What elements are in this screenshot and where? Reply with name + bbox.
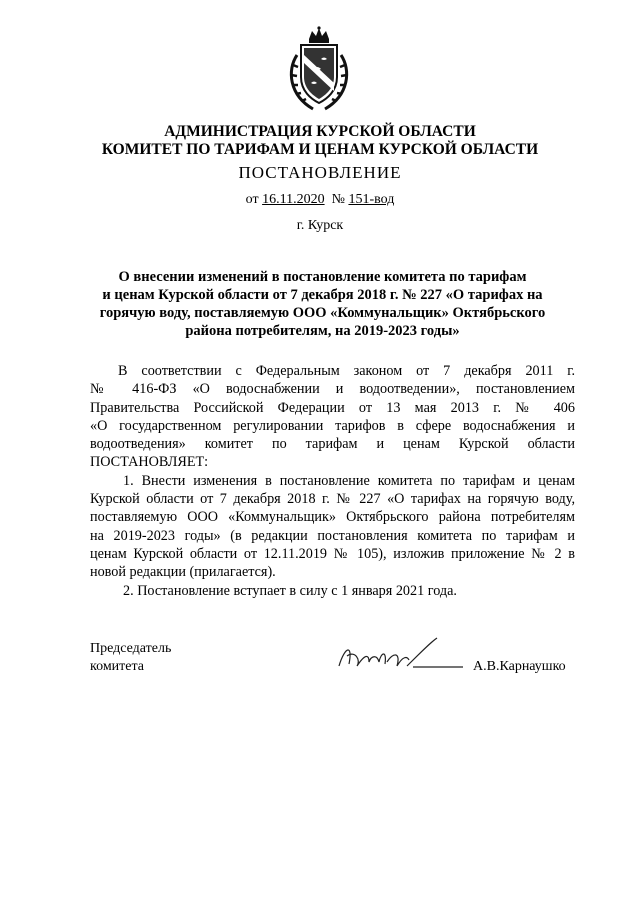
document-number: 151-вод	[348, 192, 395, 207]
document-body	[90, 362, 575, 600]
title-line: О внесении изменений в постановление комитета по тарифам	[118, 269, 527, 285]
org-title-line2: КОМИТЕТ ПО ТАРИФАМ И ЦЕНАМ КУРСКОЙ ОБЛАСТИ	[101, 141, 539, 158]
item1-line: поставляемую ООО «Коммунальщик» Октябрьского района потребителям	[90, 509, 575, 526]
document-city: г. Курск	[296, 218, 344, 233]
title-line: района потребителям, на 2019-2023 годы»	[185, 323, 460, 339]
item1-line: новой редакции (прилагается).	[90, 564, 276, 581]
role-line1: Председатель	[90, 641, 172, 656]
document-type: ПОСТАНОВЛЕНИЕ	[238, 163, 402, 182]
org-title-line1: АДМИНИСТРАЦИЯ КУРСКОЙ ОБЛАСТИ	[164, 123, 476, 140]
preamble-line: Правительства Российской Федерации от 13 мая 2013 г. № 406	[90, 399, 575, 416]
preamble-line: «О государственном регулировании тарифов в сфере водоснабжения и	[90, 417, 575, 434]
preamble-line: № 416-ФЗ «О водоснабжении и водоотведении», постановлением	[90, 381, 575, 398]
signatory-name: А.В.Карнаушко	[473, 659, 566, 674]
title-line: горячую воду, поставляемую ООО «Коммунальщик» Октябрьского	[99, 305, 546, 321]
handwritten-signature	[335, 636, 465, 676]
item1-line: ценам Курской области от 12.11.2019 № 105), изложив приложение № 2 в	[90, 545, 575, 562]
document-dateline	[0, 192, 640, 208]
title-line: и ценам Курской области от 7 декабря 2018 г. № 227 «О тарифах на	[102, 287, 543, 303]
coat-of-arms-icon	[283, 25, 355, 113]
item1-line: на 2019-2023 годы» (в редакции постановления комитета по тарифам и	[90, 527, 575, 544]
preamble-line: В соответствии с Федеральным законом от 7 декабря 2011 г.	[118, 363, 575, 379]
document-date: 16.11.2020	[262, 192, 325, 207]
item1-line: 1. Внести изменения в постановление комитета по тарифам и ценам	[123, 472, 575, 489]
document-title	[85, 268, 560, 340]
signatory-role	[90, 640, 171, 676]
date-prefix: от	[245, 192, 259, 207]
preamble-line: ПОСТАНОВЛЯЕТ:	[90, 454, 209, 471]
item1-line: Курской области от 7 декабря 2018 г. № 227 «О тарифах на горячую воду,	[90, 491, 575, 508]
item2-line: 2. Постановление вступает в силу с 1 января 2021 года.	[123, 582, 457, 599]
role-line2: комитета	[90, 659, 145, 674]
preamble-line: водоотведения» комитет по тарифам и ценам Курской области	[90, 436, 575, 453]
number-sign: №	[331, 192, 345, 207]
